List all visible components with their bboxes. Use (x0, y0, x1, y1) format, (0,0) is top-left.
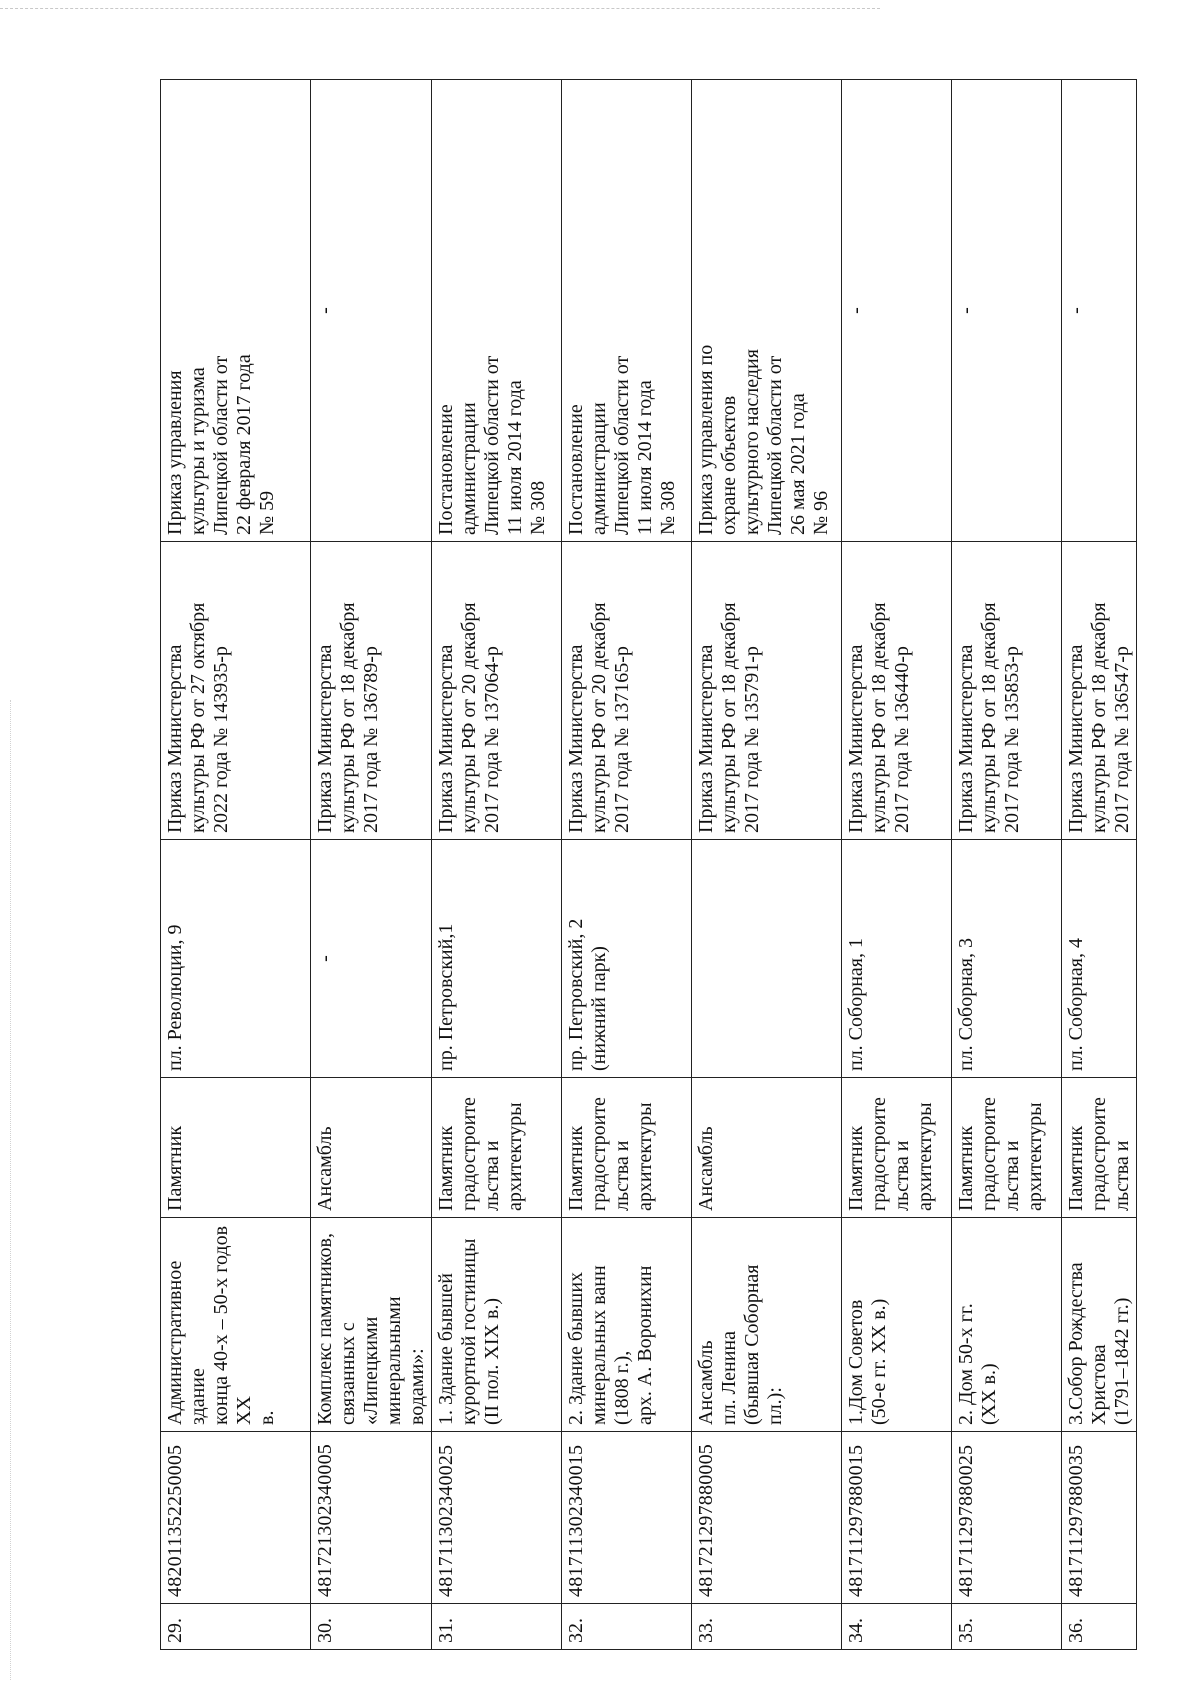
object-address: пл. Революции, 9 (161, 840, 311, 1078)
object-address: пл. Соборная, 1 (842, 840, 952, 1078)
federal-order: Приказ Министерства культуры РФ от 27 октября 2022 года № 143935-р (161, 542, 311, 840)
row-number: 31. (432, 1604, 562, 1650)
object-name: 2. Здание бывших минеральных ванн (1808 г.), арх. А. Воронихин (562, 1218, 692, 1432)
registry-code: 481711297880025 (952, 1432, 1062, 1604)
regional-order: Постановление администрации Липецкой области от 11 июля 2014 года № 308 (432, 80, 562, 542)
table-row (1062, 80, 1137, 1650)
federal-order: Приказ Министерства культуры РФ от 18 декабря 2017 года № 136789-р (311, 542, 432, 840)
object-address: пл. Соборная, 3 (952, 840, 1062, 1078)
federal-order: Приказ Министерства культуры РФ от 20 декабря 2017 года № 137165-р (562, 542, 692, 840)
object-name: 1.Дом Советов (50-е гг. XX в.) (842, 1218, 952, 1432)
registry-code: 482011352250005 (161, 1432, 311, 1604)
object-type: Памятник градостроите льства и архитектуры (842, 1078, 952, 1218)
regional-order: - (1062, 80, 1137, 542)
table-row (161, 80, 311, 1650)
registry-code: 481711297880015 (842, 1432, 952, 1604)
object-address (692, 840, 842, 1078)
object-type: Ансамбль (311, 1078, 432, 1218)
registry-code: 481711297880035 (1062, 1432, 1137, 1604)
table-row (311, 80, 432, 1650)
federal-order: Приказ Министерства культуры РФ от 18 декабря 2017 года № 136440-р (842, 542, 952, 840)
object-name: 1. Здание бывшей курортной гостиницы (II пол. XIX в.) (432, 1218, 562, 1432)
regional-order: - (842, 80, 952, 542)
registry-code: 481721297880005 (692, 1432, 842, 1604)
row-number: 29. (161, 1604, 311, 1650)
heritage-register-table (160, 79, 1137, 1650)
table-row (432, 80, 562, 1650)
object-address: пр. Петровский, 2 (нижний парк) (562, 840, 692, 1078)
table-row (952, 80, 1062, 1650)
table-row (562, 80, 692, 1650)
federal-order: Приказ Министерства культуры РФ от 20 декабря 2017 года № 137064-р (432, 542, 562, 840)
table-row (842, 80, 952, 1650)
regional-order: - (311, 80, 432, 542)
table-row (692, 80, 842, 1650)
object-address: пл. Соборная, 4 (1062, 840, 1137, 1078)
row-number: 30. (311, 1604, 432, 1650)
regional-order: Приказ управления по охране объектов культурного наследия Липецкой области от 26 мая 2021 года № 96 (692, 80, 842, 542)
federal-order: Приказ Министерства культуры РФ от 18 декабря 2017 года № 135791-р (692, 542, 842, 840)
object-type: Памятник градостроите льства и архитектуры (432, 1078, 562, 1218)
federal-order: Приказ Министерства культуры РФ от 18 декабря 2017 года № 135853-р (952, 542, 1062, 840)
regional-order: Приказ управления культуры и туризма Липецкой области от 22 февраля 2017 года № 59 (161, 80, 311, 542)
registry-code: 481711302340025 (432, 1432, 562, 1604)
object-name: Комплекс памятников, связанных с «Липецкими минеральными водами»: (311, 1218, 432, 1432)
row-number: 36. (1062, 1604, 1137, 1650)
regional-order: Постановление администрации Липецкой области от 11 июля 2014 года № 308 (562, 80, 692, 542)
federal-order: Приказ Министерства культуры РФ от 18 декабря 2017 года № 136547-р (1062, 542, 1137, 840)
object-type: Памятник градостроите льства и (1062, 1078, 1137, 1218)
object-type: Ансамбль (692, 1078, 842, 1218)
regional-order: - (952, 80, 1062, 542)
object-address: пр. Петровский,1 (432, 840, 562, 1078)
row-number: 35. (952, 1604, 1062, 1650)
object-type: Памятник градостроите льства и архитектуры (952, 1078, 1062, 1218)
object-name: 2. Дом 50-х гг. (XX в.) (952, 1218, 1062, 1432)
object-type: Памятник градостроите льства и архитектуры (562, 1078, 692, 1218)
row-number: 33. (692, 1604, 842, 1650)
registry-code: 481721302340005 (311, 1432, 432, 1604)
object-type: Памятник (161, 1078, 311, 1218)
object-address: - (311, 840, 432, 1078)
object-name: Административное здание конца 40-х – 50-х годов XX в. (161, 1218, 311, 1432)
object-name: 3.Собор Рождества Христова (1791–1842 гг.) (1062, 1218, 1137, 1432)
object-name: Ансамбль пл. Ленина (бывшая Соборная пл.): (692, 1218, 842, 1432)
rotated-table-container (160, 80, 1133, 1650)
row-number: 34. (842, 1604, 952, 1650)
registry-code: 481711302340015 (562, 1432, 692, 1604)
row-number: 32. (562, 1604, 692, 1650)
scan-artifact-line (0, 8, 880, 9)
scan-artifact-vertical-line (10, 700, 11, 1680)
